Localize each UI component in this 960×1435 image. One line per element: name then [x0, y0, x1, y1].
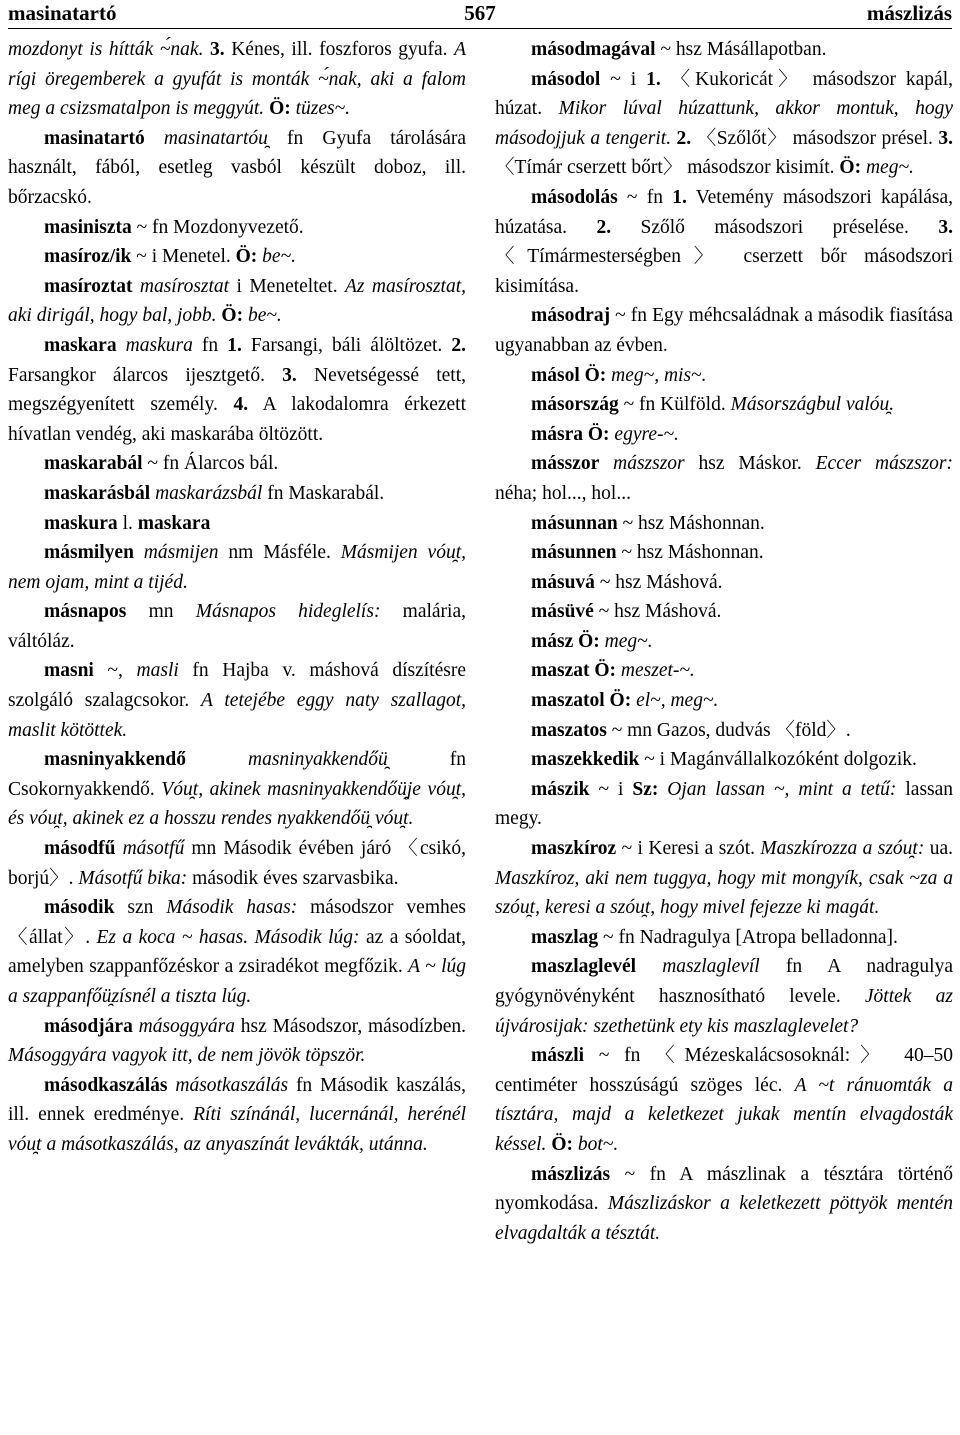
headword: másország [531, 394, 619, 416]
headword: maszkíroz [531, 838, 617, 860]
dictionary-entry [8, 272, 466, 331]
page-header [8, 0, 952, 30]
entry-text: 〈Kukoricát〉 másodszor kapál, húzat. [495, 68, 953, 120]
entry-text: másmijen [143, 542, 219, 564]
entry-text: másotfű [122, 838, 185, 860]
entry-text: szn [114, 897, 167, 919]
dictionary-entry [8, 745, 466, 834]
entry-text: meg~. [865, 157, 914, 179]
entry-text: ~ fn A mászlinak a tésztára történő nyomkodása. [495, 1163, 953, 1215]
entry-text: Ö: [587, 423, 610, 445]
entry-text [658, 779, 667, 800]
headword: mászik [531, 778, 590, 800]
entry-text: Eccer mászszor: [815, 453, 953, 475]
entry-text: fn [192, 334, 228, 356]
dictionary-entry [8, 1012, 466, 1071]
entry-text: nm Másféle. [218, 542, 341, 564]
entry-text: Másoggyára vagyok itt, de nem jövök töpször. [8, 1045, 366, 1067]
entry-text: 2. [596, 216, 612, 238]
entry-text: egyre-~. [614, 423, 679, 445]
dictionary-entry [495, 656, 953, 686]
entry-text: tüzes~. [295, 98, 351, 120]
entry-text: mozdonyt is hítták ~́nak. [8, 39, 211, 60]
entry-text: hsz Másodszor, másodízben. [235, 1015, 467, 1037]
entry-text: Kénes, ill. foszforos gyufa. [224, 39, 455, 60]
dictionary-entry [8, 597, 466, 656]
headword: maszatol [531, 690, 605, 712]
dictionary-entry [495, 538, 953, 568]
entry-text [117, 335, 126, 356]
dictionary-entry [8, 449, 466, 479]
entry-text: 〈Tímár cserzett bőrt〉 másodszor kisimít. [495, 157, 840, 179]
entry-text: masírosztat [139, 275, 230, 297]
entry-text: Sz: [632, 778, 659, 800]
entry-text: Jöttek az újvárosijak: szethetünk ety kis maszlaglevelet? [495, 986, 953, 1037]
entry-text: 2. [451, 334, 466, 356]
entry-text: Ö: [578, 630, 600, 652]
entry-text: el~, meg~. [636, 690, 719, 712]
dictionary-entry [8, 35, 466, 124]
dictionary-entry [495, 420, 953, 450]
entry-text: ~ fn Külföld. [618, 394, 731, 416]
dictionary-entry [8, 213, 466, 243]
entry-text: mn [126, 601, 196, 623]
dictionary-entry [495, 1041, 953, 1159]
entry-text: ~ hsz Másállapotban. [655, 39, 827, 60]
entry-text: másoggyára [138, 1015, 236, 1037]
entry-text [132, 276, 139, 297]
dictionary-entry [8, 834, 466, 893]
entry-text: másotkaszálás [175, 1074, 289, 1096]
headword: másodolás [531, 186, 618, 208]
headword: masíroz/ik [44, 246, 132, 268]
dictionary-entry [495, 716, 953, 746]
entry-text: A ~ lúg a szappanfőü̯zísnél a tiszta lúg. [8, 956, 467, 1007]
entry-text: meszet-~. [620, 660, 695, 682]
entry-text [599, 453, 613, 474]
entry-text: Szőlő másodszori préselése. [611, 216, 939, 238]
entry-text: Farsangkor álarcos ijesztgető. [8, 364, 283, 386]
entry-text: Maszkírozza a szóu̯t: [760, 838, 925, 860]
headword: másszor [531, 453, 600, 475]
entry-text: Maszkíroz, aki nem tuggya, hogy mit mongyík, csak ~za a szóu̯t, keresi a szóu̯t, hogy mivel fejezze ki magát. [495, 867, 953, 919]
headword: maszekkedik [531, 749, 640, 771]
entry-text: masninyakkendőü̯ [248, 749, 388, 771]
entry-text: ~, [93, 660, 137, 682]
dictionary-entry [495, 923, 953, 953]
entry-text: az a sóoldat, amelyben szappanfőzéskor a zsiradékot megfőzik. [8, 926, 466, 978]
entry-text: ~ i Magánvállalkozóként dolgozik. [639, 749, 917, 771]
dictionary-entry [495, 775, 953, 834]
entry-text: Nevetségessé tett, megszégyenített személy. [8, 364, 467, 416]
entry-text: 1. [672, 186, 687, 208]
entry-text: Ö: [269, 98, 291, 120]
entry-text: ~ hsz Máshonnan. [617, 512, 765, 534]
headword: másodjára [44, 1015, 133, 1037]
entry-text: A rígi öregemberek a gyufát is monták ~́nak, aki a falom meg a csizsmatalpon is meggyút. [8, 39, 466, 120]
entry-text: ~ fn Álarcos bál. [142, 453, 279, 475]
entry-text: 〈Tímármesterségben〉 cserzett bőr másodszori kisimítása. [495, 246, 953, 297]
entry-text: Másotfű bika: [78, 867, 188, 889]
entry-text: masinatartóu̯ [163, 127, 268, 149]
headword: maszat [531, 660, 590, 682]
entry-text: ~ fn [617, 186, 673, 208]
entry-text: fn A nadragulya gyógynövényként hasznosítható levele. [495, 956, 953, 1007]
entry-text: mászszor [613, 453, 685, 475]
entry-text: meg~. [604, 630, 653, 652]
entry-text: maskarázsbál [155, 482, 263, 504]
headword: masíroztat [44, 275, 133, 297]
entry-text: Ö: [584, 364, 607, 386]
dictionary-entry [495, 597, 953, 627]
headword: maszatos [531, 719, 607, 741]
entry-text: Ö: [609, 690, 632, 712]
entry-text: fn Maskarabál. [262, 482, 385, 504]
entry-text: ~ hsz Máshová. [594, 571, 723, 593]
entry-text: Másmijen vóu̯t, nem ojam, mint a tijéd. [8, 542, 466, 593]
entry-text: ~ fn Nadragulya [Atropa belladonna]. [598, 926, 898, 948]
entry-text: másodszor vemhes 〈állat〉. [8, 897, 466, 948]
headword: másunnan [531, 512, 618, 534]
entry-text: masli [136, 660, 179, 682]
dictionary-entry [8, 538, 466, 597]
headword: mászli [531, 1045, 585, 1067]
headword: masiniszta [44, 216, 132, 238]
entry-text: ~ hsz Máshonnan. [616, 542, 764, 564]
headword: másodol [531, 68, 601, 90]
entry-text: A ~t ránuomták a tísztára, majd a keletkezet jukak mentín elvagdosták késsel. [495, 1074, 953, 1155]
dictionary-entry [495, 745, 953, 775]
entry-text: Farsangi, báli álöltözet. [241, 334, 452, 356]
dictionary-entry [495, 65, 953, 183]
entry-text: ~ i Menetel. [131, 246, 236, 268]
headword: másodraj [531, 305, 611, 327]
entry-text: i Meneteltet. [229, 275, 345, 297]
headword: másodfű [44, 838, 116, 860]
dictionary-entry [8, 1071, 466, 1160]
entry-text: maskara [137, 512, 211, 534]
entry-text: fn Gyufa tárolására használt, fából, esetleg vasból készült doboz, ill. bőrzacskó. [8, 127, 466, 208]
entry-text: A lakodalomra érkezett hívatlan vendég, aki maskarába öltözött. [8, 394, 467, 445]
dictionary-entry [8, 242, 466, 272]
headword: masni [44, 660, 94, 682]
left-column [8, 35, 466, 1160]
right-column [495, 35, 953, 1248]
entry-text: maskura [125, 334, 193, 356]
headword: másunnen [531, 542, 617, 564]
entry-text: fn Csokornyakkendő. [8, 749, 467, 800]
dictionary-entry [495, 509, 953, 539]
headword: másuvá [531, 571, 595, 593]
entry-text: ~ i Keresi a szót. [616, 838, 761, 860]
entry-text: meg~, mis~. [611, 364, 707, 386]
headword: másra [531, 423, 583, 445]
headword: másnapos [44, 601, 127, 623]
entry-text: 4. [233, 394, 249, 416]
headword: maskara [44, 334, 117, 356]
headword: mászlizás [531, 1163, 611, 1185]
headword: másmilyen [44, 542, 134, 564]
entry-text: mn Második évében járó 〈csikó, borjú〉. [8, 838, 466, 889]
header-first-headword: masinatartó [8, 1, 117, 25]
entry-text [134, 542, 144, 563]
dictionary-entry [8, 509, 466, 539]
entry-text [186, 749, 248, 770]
entry-text [116, 838, 123, 859]
entry-text: Mászlizáskor a keletkezett pöttyök mentén elvagdalták a tésztát. [495, 1193, 953, 1244]
entry-text: Vetemény másodszori kapálása, húzatása. [495, 186, 954, 238]
entry-text: ~ i [589, 778, 633, 800]
entry-text: fn Második kaszálás, ill. ennek eredménye. [8, 1074, 466, 1126]
dictionary-entry [495, 361, 953, 391]
entry-text: ua. [924, 838, 954, 860]
entry-text: Vóu̯t, akinek masninyakkendőü̯je vóu̯t, és vóu̯t, akinek ez a hosszu rendes nyakkendőü̯ vóu̯t. [8, 778, 466, 830]
entry-text: be~. [262, 246, 297, 268]
header-last-headword: mászlizás [866, 1, 952, 25]
headword: maszlaglevél [531, 956, 637, 978]
entry-text: Második hasas: [166, 897, 298, 919]
entry-text [145, 128, 164, 149]
entry-text: Ez a koca ~ hasas. Második lúg: [96, 926, 360, 948]
entry-text: Ö: [221, 305, 244, 327]
dictionary-entry [495, 449, 953, 508]
entry-text: 2. [676, 127, 692, 149]
entry-text: Az masírosztat, aki dirigál, hogy bal, jobb. [8, 275, 467, 327]
entry-text: 3. [210, 39, 225, 60]
entry-text: második éves szarvasbika. [187, 867, 399, 889]
dictionary-entry [495, 301, 953, 360]
entry-text: maszlaglevíl [662, 956, 760, 978]
entry-text: malária, váltóláz. [8, 601, 466, 652]
headword: másodmagával [531, 39, 656, 60]
entry-text: Ojan lassan ~, mint a tetű: [667, 778, 897, 800]
entry-text: be~. [247, 305, 282, 327]
dictionary-entry [495, 627, 953, 657]
entry-text: fn Hajba v. máshová díszítésre szolgáló szalagcsokor. [8, 660, 466, 712]
headword: maskarásbál [44, 482, 151, 504]
dictionary-entry [8, 656, 466, 745]
entry-text: ~ fn Mozdonyvezető. [131, 216, 304, 238]
entry-text: l. [117, 512, 138, 534]
entry-text: Ríti színánál, lucernánál, herénél vóu̯t a másotkaszálás, az anyaszínát levákták, utánna. [8, 1104, 466, 1155]
entry-text: hsz Máskor. [684, 453, 816, 475]
entry-text: Ö: [235, 246, 258, 268]
headword: mász [531, 630, 574, 652]
entry-text: ~ hsz Máshová. [593, 601, 722, 623]
dictionary-entry [495, 952, 953, 1041]
headword: második [44, 897, 115, 919]
entry-text: Ö: [839, 157, 862, 179]
dictionary-entry [8, 331, 466, 449]
entry-text: ~ i [600, 68, 647, 90]
headword: masninyakkendő [44, 749, 186, 771]
dictionary-entry [495, 35, 953, 65]
dictionary-entry [8, 893, 466, 1011]
entry-text: ~ fn Egy méhcsaládnak a második fiasítása ugyanabban az évben. [495, 305, 953, 356]
entry-text: 3. [282, 364, 297, 386]
headword: másol [531, 364, 580, 386]
dictionary-entry [495, 1160, 953, 1249]
entry-text: 3. [938, 127, 953, 149]
dictionary-entry [495, 834, 953, 923]
entry-text: Másnapos hideglelís: [195, 601, 381, 623]
headword: masinatartó [44, 127, 145, 149]
entry-text: Másországbul valóu̯. [730, 394, 895, 416]
headword: maszlag [531, 926, 599, 948]
entry-text: 1. [646, 68, 661, 90]
entry-text: 〈Szőlőt〉 másodszor présel. [691, 127, 939, 149]
entry-text: Ö: [551, 1133, 573, 1155]
headword: maskura [44, 512, 118, 534]
entry-text: lassan megy. [495, 778, 954, 830]
entry-text: 1. [227, 334, 242, 356]
dictionary-entry [8, 479, 466, 509]
entry-text: Mikor lúval húzattunk, akkor montuk, hogy másodojjuk a tengerit. [495, 98, 954, 149]
entry-text: Ö: [594, 660, 617, 682]
headword: maskarabál [44, 453, 143, 475]
entry-text [636, 956, 662, 977]
dictionary-entry [495, 686, 953, 716]
entry-text: 3. [938, 216, 953, 238]
entry-text: néha; hol..., hol... [495, 482, 631, 504]
entry-text: ~ mn Gazos, dudvás 〈föld〉. [606, 719, 851, 741]
entry-text: A tetejébe eggy naty szallagot, maslit kötöttek. [8, 690, 467, 741]
entry-text: bot~. [577, 1133, 619, 1155]
page-number: 567 [464, 1, 496, 25]
headword: másodkaszálás [44, 1074, 168, 1096]
dictionary-entry [495, 390, 953, 420]
dictionary-entry [8, 124, 466, 213]
entry-text: ~ fn 〈Mézeskalácsosoknál:〉 40–50 centiméter hosszúságú szöges léc. [495, 1045, 953, 1096]
dictionary-entry [495, 183, 953, 301]
dictionary-entry [495, 568, 953, 598]
headword: másüvé [531, 601, 594, 623]
header-rule [8, 28, 952, 29]
